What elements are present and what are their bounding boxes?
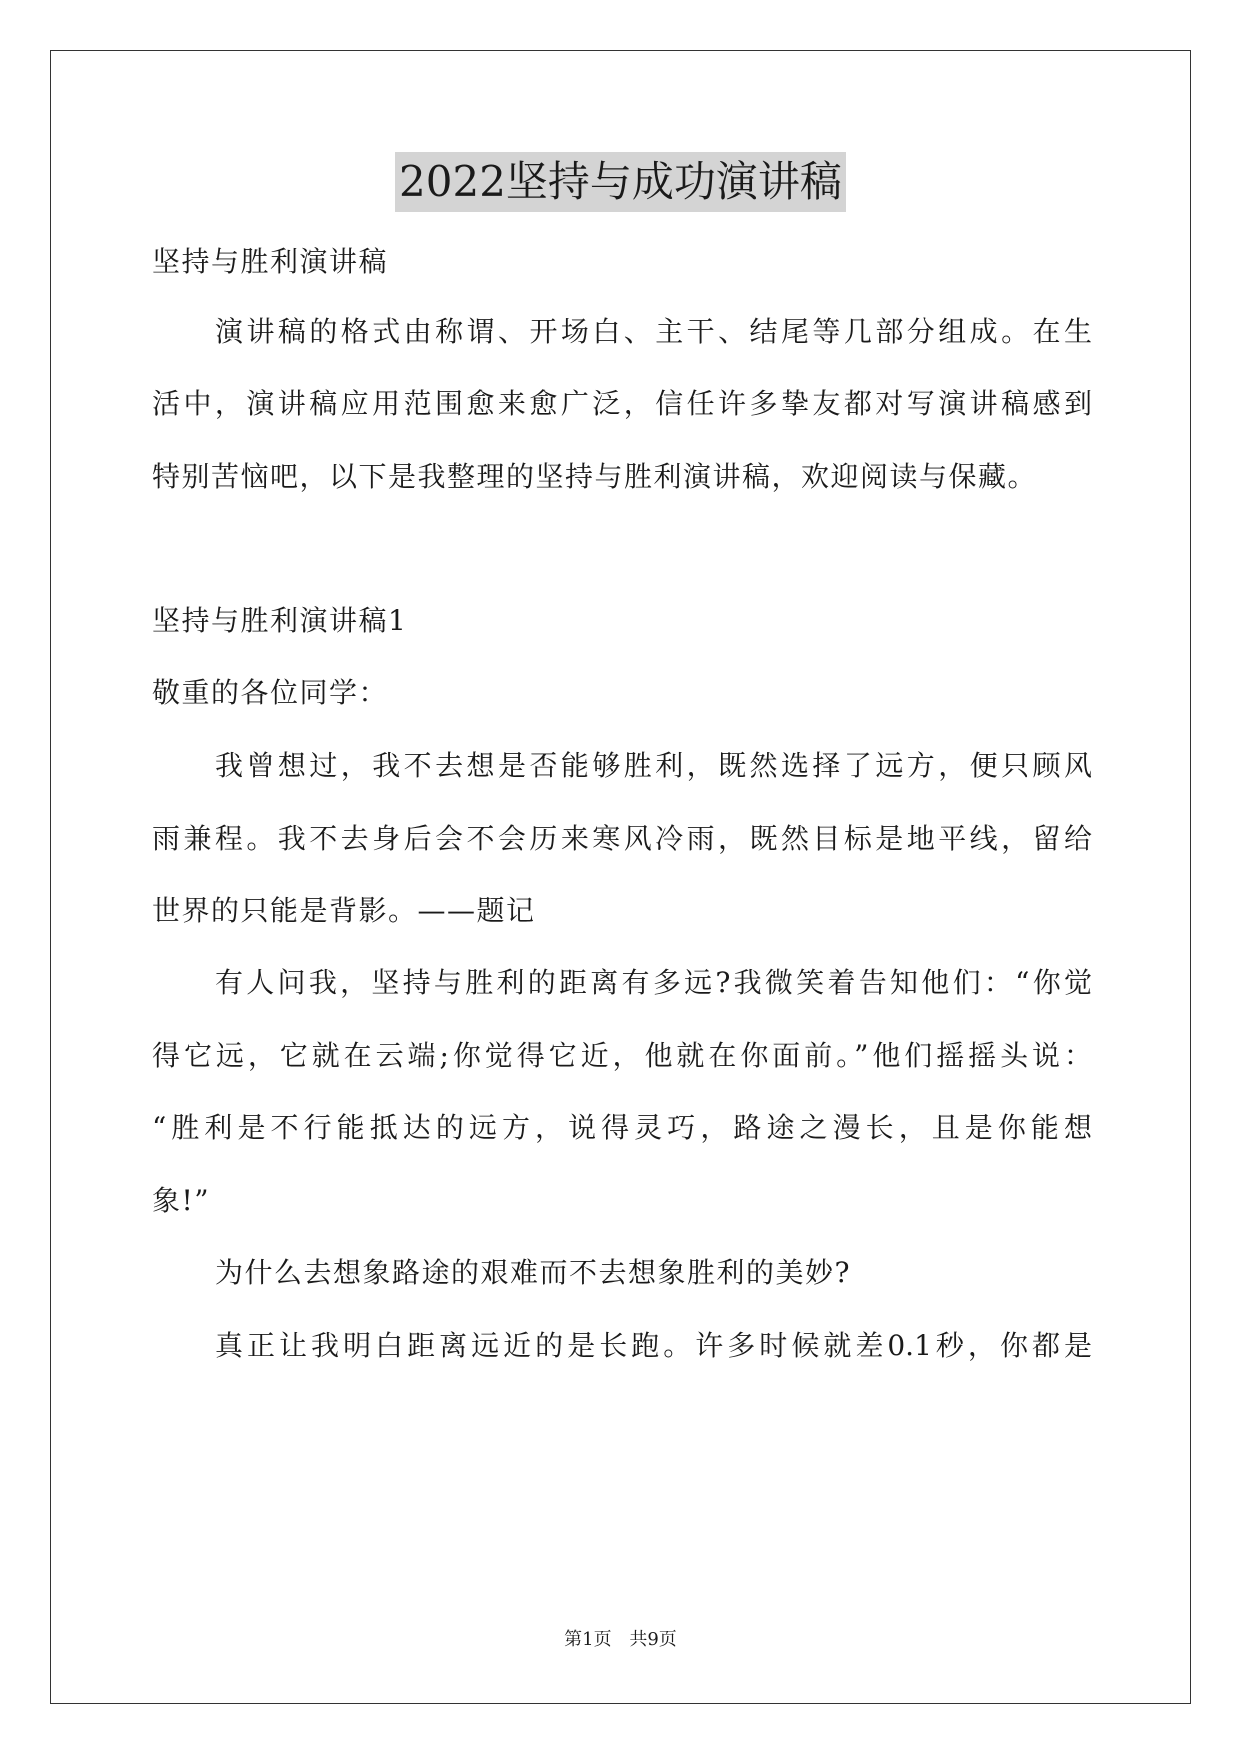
- paragraph-line: 真正让我明白距离远近的是长跑。许多时候就差0.1秒，你都是: [215, 1329, 1092, 1362]
- paragraph-line: 为什么去想象路途的艰难而不去想象胜利的美妙?: [215, 1256, 852, 1289]
- document-title-wrap: [0, 152, 1241, 212]
- page-total: 共9页: [629, 1629, 677, 1650]
- page-footer: [0, 1628, 1241, 1652]
- paragraph-line: 活中，演讲稿应用范围愈来愈广泛，信任许多挚友都对写演讲稿感到: [152, 387, 1092, 420]
- paragraph-line: 世界的只能是背影。——题记: [152, 894, 536, 927]
- paragraph-line: 雨兼程。我不去身后会不会历来寒风冷雨，既然目标是地平线，留给: [152, 822, 1092, 855]
- paragraph-line: 我曾想过，我不去想是否能够胜利，既然选择了远方，便只顾风: [215, 749, 1092, 782]
- paragraph-line: 得它远，它就在云端;你觉得它近，他就在你面前。”他们摇摇头说：: [152, 1039, 1092, 1072]
- paragraph-line: 象!”: [152, 1184, 211, 1217]
- paragraph-line: 有人问我，坚持与胜利的距离有多远?我微笑着告知他们：“你觉: [215, 966, 1092, 999]
- page-border: [50, 50, 1191, 1704]
- document-title: 2022坚持与成功演讲稿: [395, 152, 846, 212]
- subtitle: 坚持与胜利演讲稿: [152, 245, 389, 278]
- page-number: 第1页: [564, 1629, 612, 1650]
- paragraph-line: “胜利是不行能抵达的远方，说得灵巧，路途之漫长，且是你能想: [152, 1111, 1092, 1144]
- paragraph-line: 特别苦恼吧，以下是我整理的坚持与胜利演讲稿，欢迎阅读与保藏。: [152, 460, 1038, 493]
- paragraph-line: 演讲稿的格式由称谓、开场白、主干、结尾等几部分组成。在生: [215, 315, 1092, 348]
- section-heading: 坚持与胜利演讲稿1: [152, 604, 408, 637]
- salutation: 敬重的各位同学：: [152, 676, 389, 709]
